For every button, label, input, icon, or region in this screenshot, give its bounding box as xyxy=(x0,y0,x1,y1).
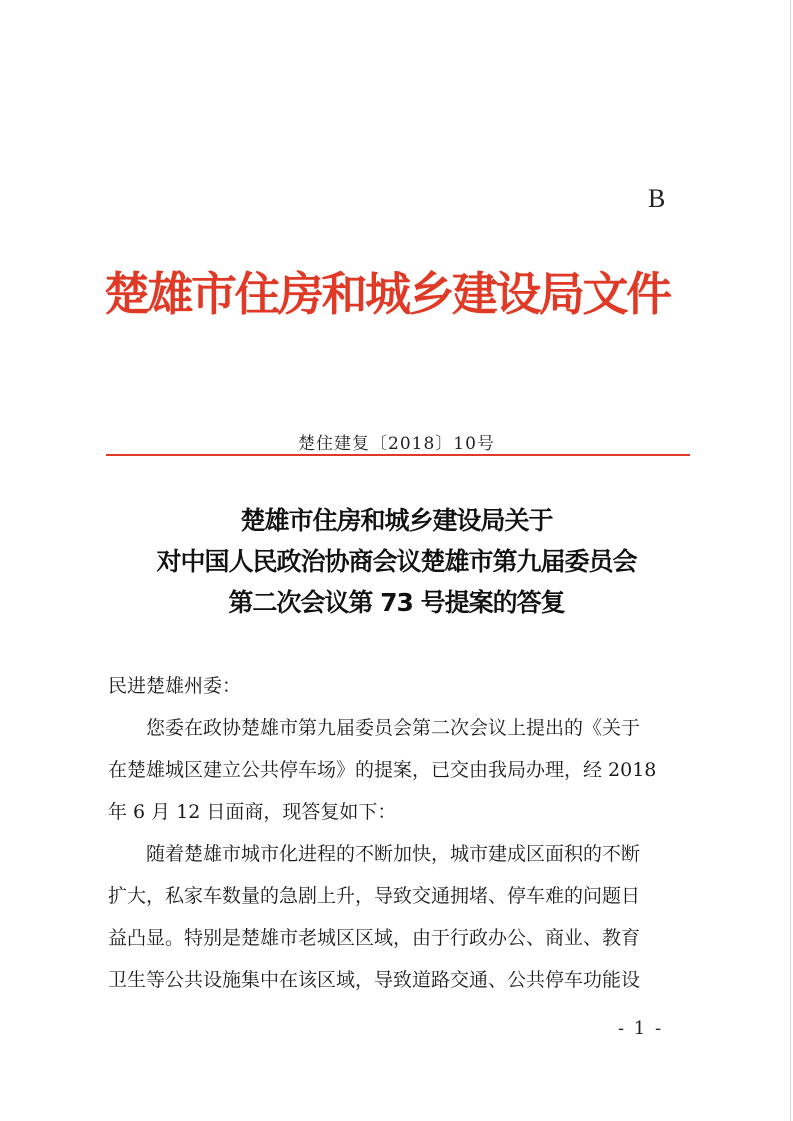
body-line: 您委在政协楚雄市第九届委员会第二次会议上提出的《关于 xyxy=(146,717,641,739)
body-line: 扩大，私家车数量的急剧上升，导致交通拥堵、停车难的问题日 xyxy=(108,885,641,907)
corner-mark: B xyxy=(648,184,666,213)
body-line: 卫生等公共设施集中在该区域，导致道路交通、公共停车功能设 xyxy=(108,969,641,991)
body-line: 随着楚雄市城市化进程的不断加快，城市建成区面积的不断 xyxy=(146,843,641,865)
page-number: - 1 - xyxy=(618,1018,664,1039)
issuer-header: 楚雄市住房和城乡建设局文件 xyxy=(104,267,670,321)
addressee: 民进楚雄州委： xyxy=(108,675,242,697)
document-title-line: 楚雄市住房和城乡建设局关于 xyxy=(240,506,553,535)
red-divider-line xyxy=(106,454,690,456)
body-line: 益凸显。特别是楚雄市老城区区域，由于行政办公、商业、教育 xyxy=(108,927,641,949)
body-line: 在楚雄城区建立公共停车场》的提案，已交由我局办理，经 2018 xyxy=(108,759,657,781)
document-number: 楚住建复〔2018〕10号 xyxy=(298,434,495,454)
document-title-line: 第二次会议第 73 号提案的答复 xyxy=(228,588,565,617)
body-line: 年 6 月 12 日面商，现答复如下： xyxy=(108,801,397,823)
document-title-line: 对中国人民政治协商会议楚雄市第九届委员会 xyxy=(156,547,637,576)
